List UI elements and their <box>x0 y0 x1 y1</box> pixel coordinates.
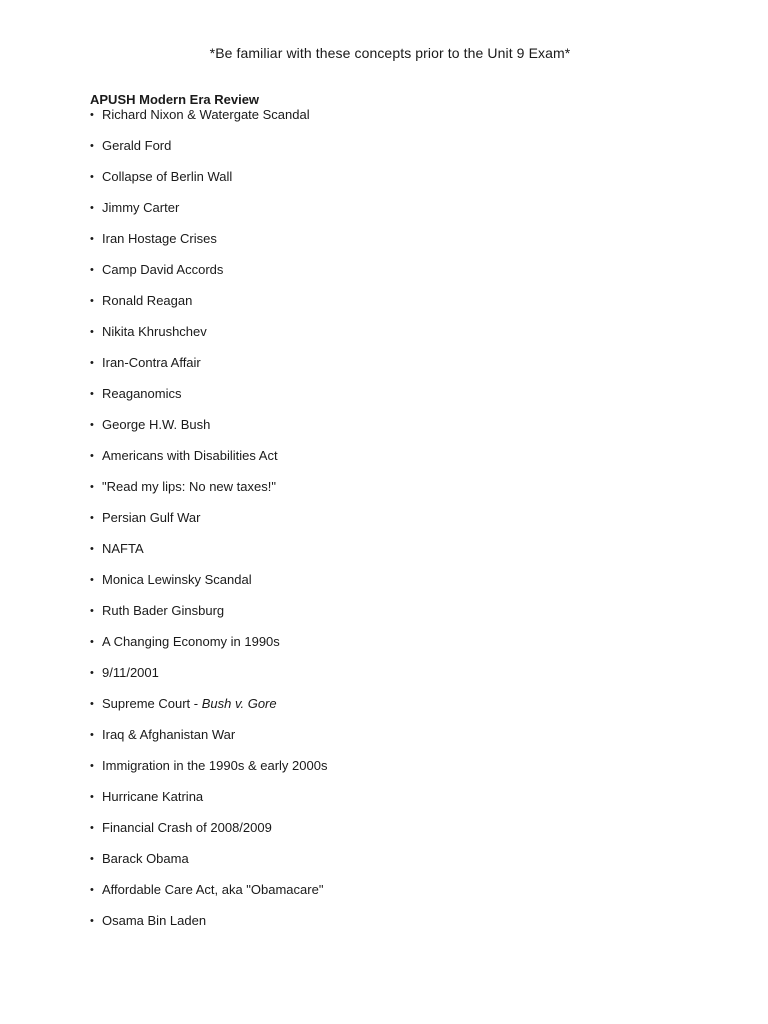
bullet-icon: • <box>90 543 94 555</box>
list-item-label: Reaganomics <box>102 386 182 401</box>
list-item-text <box>102 727 235 743</box>
list-item-label: Iraq & Afghanistan War <box>102 727 236 742</box>
list-item <box>90 138 327 169</box>
bullet-icon: • <box>90 574 94 586</box>
list-item-text <box>102 789 203 805</box>
list-item <box>90 262 327 293</box>
list-item-label: A Changing Economy in 1990s <box>102 634 280 649</box>
list-item <box>90 603 327 634</box>
list-item-label: Gerald Ford <box>102 138 172 153</box>
list-item-label: Collapse of Berlin Wall <box>102 169 233 184</box>
list-item-label: Camp David Accords <box>102 262 224 277</box>
list-item <box>90 355 327 386</box>
list-item-text <box>102 355 201 371</box>
bullet-icon: • <box>90 884 94 896</box>
list-item-label: Richard Nixon & Watergate Scandal <box>102 107 310 122</box>
list-item-text <box>102 665 159 681</box>
list-item-text <box>102 634 280 650</box>
list-item <box>90 107 327 138</box>
list-item <box>90 541 327 572</box>
list-item <box>90 231 327 262</box>
list-item-text <box>102 417 210 433</box>
bullet-icon: • <box>90 357 94 369</box>
list-item-label: Affordable Care Act, aka "Obamacare" <box>102 882 324 897</box>
list-item-text <box>102 541 144 557</box>
list-item <box>90 479 327 510</box>
list-item-text <box>102 200 179 216</box>
bullet-icon: • <box>90 915 94 927</box>
list-item-text <box>102 913 206 929</box>
bullet-icon: • <box>90 171 94 183</box>
review-title: APUSH Modern Era Review <box>90 92 260 107</box>
bullet-icon: • <box>90 853 94 865</box>
list-item <box>90 200 327 231</box>
list-item-text <box>102 603 224 619</box>
list-item <box>90 572 327 603</box>
bullet-icon: • <box>90 667 94 679</box>
list-item-label: Barack Obama <box>102 851 189 866</box>
list-item-text <box>102 293 192 309</box>
list-item-text <box>102 138 171 154</box>
list-item <box>90 882 327 913</box>
list-item-label: Nikita Khrushchev <box>102 324 207 339</box>
list-item-text <box>102 324 207 340</box>
list-item-text <box>102 107 310 123</box>
list-item-label: Monica Lewinsky Scandal <box>102 572 252 587</box>
list-item-text <box>102 169 232 185</box>
list-item-text <box>102 231 217 247</box>
bullet-icon: • <box>90 388 94 400</box>
list-item <box>90 634 327 665</box>
list-item-label: Immigration in the 1990s & early 2000s <box>102 758 328 773</box>
list-item <box>90 510 327 541</box>
bullet-icon: • <box>90 698 94 710</box>
list-item <box>90 417 327 448</box>
list-item <box>90 665 327 696</box>
list-item-label: Persian Gulf War <box>102 510 201 525</box>
list-item <box>90 789 327 820</box>
bullet-icon: • <box>90 264 94 276</box>
list-item-text <box>102 758 327 774</box>
list-item-text <box>102 510 201 526</box>
list-item <box>90 169 327 200</box>
bullet-icon: • <box>90 822 94 834</box>
list-item <box>90 386 327 417</box>
list-item-label: Iran Hostage Crises <box>102 231 217 246</box>
bullet-icon: • <box>90 140 94 152</box>
bullet-icon: • <box>90 605 94 617</box>
list-item-text <box>102 820 272 836</box>
bullet-icon: • <box>90 419 94 431</box>
list-item-label: Jimmy Carter <box>102 200 180 215</box>
list-item-label: Supreme Court - <box>102 696 202 711</box>
list-item-label: Financial Crash of 2008/2009 <box>102 820 272 835</box>
bullet-icon: • <box>90 729 94 741</box>
list-item-label: Ronald Reagan <box>102 293 193 308</box>
bullet-icon: • <box>90 295 94 307</box>
list-item-text <box>102 851 189 867</box>
list-item <box>90 696 327 727</box>
list-item-label: Americans with Disabilities Act <box>102 448 278 463</box>
bullet-icon: • <box>90 791 94 803</box>
case-name: Bush v. Gore <box>201 696 277 711</box>
list-item <box>90 820 327 851</box>
list-item-label: "Read my lips: No new taxes!" <box>102 479 276 494</box>
list-item <box>90 758 327 789</box>
bullet-icon: • <box>90 512 94 524</box>
list-item <box>90 913 327 944</box>
list-item <box>90 448 327 479</box>
bullet-icon: • <box>90 233 94 245</box>
list-item-label: Hurricane Katrina <box>102 789 204 804</box>
list-item-text <box>102 882 323 898</box>
bullet-icon: • <box>90 202 94 214</box>
list-item-label: Iran-Contra Affair <box>102 355 201 370</box>
bullet-icon: • <box>90 450 94 462</box>
list-item-text <box>102 386 182 402</box>
list-item-text <box>102 696 277 712</box>
bullet-icon: • <box>90 481 94 493</box>
bullet-icon: • <box>90 760 94 772</box>
concept-list <box>90 107 327 944</box>
list-item-label: Ruth Bader Ginsburg <box>102 603 225 618</box>
list-item-text <box>102 448 278 464</box>
bullet-icon: • <box>90 326 94 338</box>
list-item <box>90 851 327 882</box>
list-item <box>90 324 327 355</box>
list-item <box>90 293 327 324</box>
list-item-label: 9/11/2001 <box>102 665 159 680</box>
list-item-text <box>102 572 252 588</box>
list-item-label: Osama Bin Laden <box>102 913 207 928</box>
bullet-icon: • <box>90 109 94 121</box>
list-item-text <box>102 262 223 278</box>
list-item-label: NAFTA <box>102 541 144 556</box>
bullet-icon: • <box>90 636 94 648</box>
exam-note: *Be familiar with these concepts prior to the Unit 9 Exam* <box>209 45 571 61</box>
list-item-text <box>102 479 276 495</box>
list-item-label: George H.W. Bush <box>102 417 211 432</box>
list-item <box>90 727 327 758</box>
